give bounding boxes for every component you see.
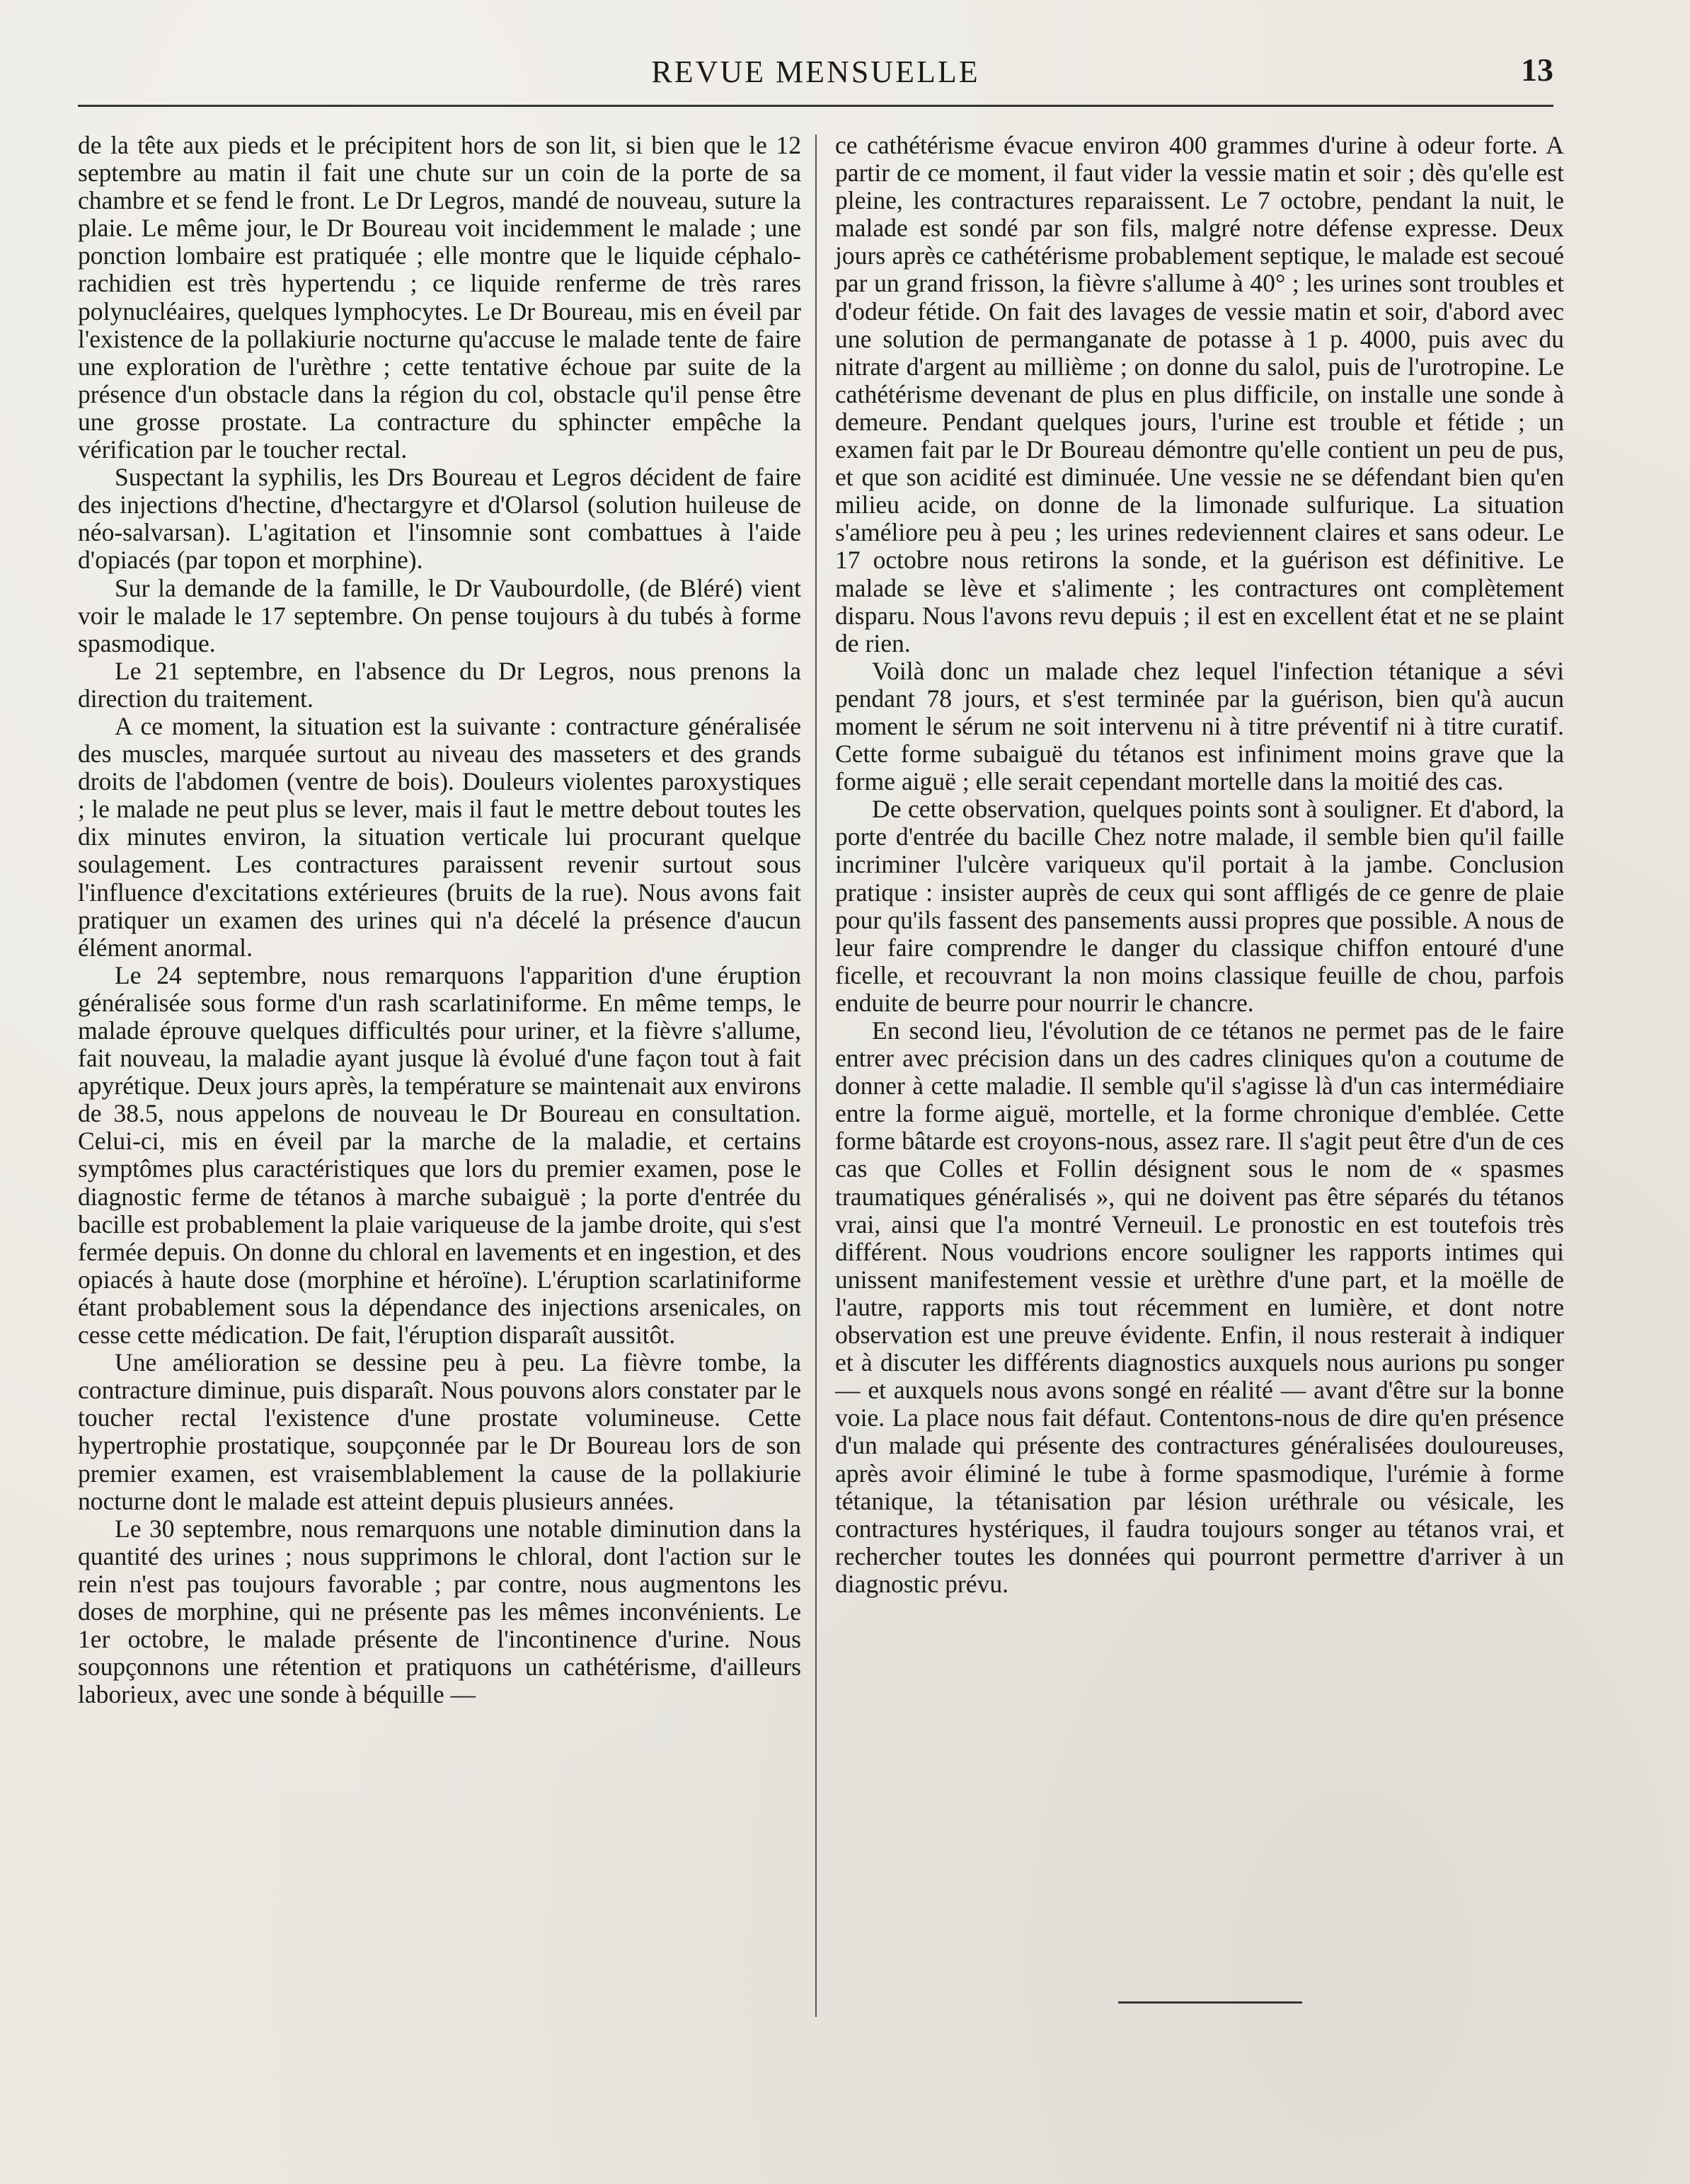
paragraph: En second lieu, l'évolution de ce tétanos ne permet pas de le faire entrer avec précision dans un des cadres cliniques qu'on a coutume de donner à cette maladie. Il semble qu'il s'agisse là d'un cas intermédiaire entre la forme aiguë, mortelle, et la forme chronique d'emblée. Cette forme bâtarde est croyons-nous, assez rare. Il s'agit peut être d'un de ces cas que Colles et Follin désignent sous le nom de « spasmes traumatiques généralisés », qui ne doivent pas être séparés du tétanos vrai, ainsi que l'a montré Verneuil. Le pronostic en est toutefois très différent. Nous voudrions encore souligner les rapports intimes qui unissent manifestement vessie et urèthre d'une part, et la moëlle de l'autre, rapports mis tout récemment en lumière, et dont notre observation est une preuve évidente. Enfin, il nous resterait à indiquer et à discuter les différents diagnostics auxquels nous aurions pu songer — et auxquels nous avons songé en réalité — avant d'être sur la bonne voie. La place nous fait défaut. Contentons-nous de dire qu'en présence d'un malade qui présente des contractures généralisées douloureuses, après avoir éliminé le tube à forme spasmodique, l'urémie à forme tétanique, la tétanisation par lésion uréthrale ou vésicale, les contractures hystériques, il faudra toujours songer au tétanos vrai, et rechercher toutes les données qui pourront permettre d'arriver à un diagnostic prévu. [835,1016,1564,1598]
running-title: REVUE MENSUELLE [651,54,980,89]
paragraph: Sur la demande de la famille, le Dr Vaubourdolle, (de Bléré) vient voir le malade le 17 septembre. On pense toujours à du tubés à forme spasmodique. [78,573,801,657]
paragraph: Le 24 septembre, nous remarquons l'apparition d'une éruption généralisée sous forme d'un rash scarlatiniforme. En même temps, le malade éprouve quelques difficultés pour uriner, et la fièvre s'allume, fait nouveau, la maladie ayant jusque là évolué d'une façon tout à fait apyrétique. Deux jours après, la température se maintenait aux environs de 38.5, nous appelons de nouveau le Dr Boureau en consultation. Celui-ci, mis en éveil par la marche de la maladie, et certains symptômes plus caractéristiques que lors du premier examen, pose le diagnostic ferme de tétanos à marche subaiguë ; la porte d'entrée du bacille est probablement la plaie variqueuse de la jambe droite, qui s'est fermée depuis. On donne du chloral en lavements et en ingestion, et des opiacés à haute dose (morphine et héroïne). L'éruption scarlatiniforme étant probablement sous la dépendance des injections arsenicales, on cesse cette médication. De fait, l'éruption disparaît aussitôt. [78,960,801,1350]
right-column [835,132,1564,1598]
column-divider [815,134,817,2017]
header-rule [78,105,1553,107]
paragraph: Le 21 septembre, en l'absence du Dr Legros, nous prenons la direction du traitement. [78,656,801,713]
paragraph: Voilà donc un malade chez lequel l'infection tétanique a sévi pendant 78 jours, et s'est terminée par la guérison, bien qu'à aucun moment le sérum ne soit intervenu ni à titre préventif ni à titre curatif. Cette forme subaiguë du tétanos est infiniment moins grave que la forme aiguë ; elle serait cependant mortelle dans la moitié des cas. [835,656,1564,796]
paragraph: ce cathétérisme évacue environ 400 grammes d'urine à odeur forte. A partir de ce moment, il faut vider la vessie matin et soir ; dès qu'elle est pleine, les contractures reparaissent. Le 7 octobre, pendant la nuit, le malade est sondé par son fils, malgré notre défense expresse. Deux jours après ce cathétérisme probablement septique, le malade est secoué par un grand frisson, la fièvre s'allume à 40° ; les urines sont troubles et d'odeur fétide. On fait des lavages de vessie matin et soir, d'abord avec une solution de permanganate de potasse à 1 p. 4000, puis avec du nitrate d'argent au millième ; on donne du salol, puis de l'urotropine. Le cathétérisme devenant de plus en plus difficile, on installe une sonde à demeure. Pendant quelques jours, l'urine est trouble et fétide ; un examen fait par le Dr Boureau démontre qu'elle contient un peu de pus, et que son acidité est diminuée. Une vessie ne se défendant bien qu'en milieu acide, on donne de la limonade sulfurique. La situation s'améliore peu à peu ; les urines redeviennent claires et sans odeur. Le 17 octobre nous retirons la sonde, et la guérison est définitive. Le malade se lève et s'alimente ; les contractures ont complètement disparu. Nous l'avons revu depuis ; il est en excellent état et ne se plaint de rien. [835,131,1564,657]
page-header [78,48,1553,105]
left-column [78,132,801,1708]
paragraph: De cette observation, quelques points sont à souligner. Et d'abord, la porte d'entrée du bacille Chez notre malade, il semble bien qu'il faille incriminer l'ulcère variqueux qu'il portait à la jambe. Conclusion pratique : insister auprès de ceux qui sont affligés de ce genre de plaie pour qu'ils fassent des pansements aussi propres que possible. A nous de leur faire comprendre le danger du classique chiffon entouré d'une ficelle, et recouvrant la non moins classique feuille de chou, parfois enduite de beurre pour nourrir le chancre. [835,795,1564,1017]
paragraph: Le 30 septembre, nous remarquons une notable diminution dans la quantité des urines ; nous supprimons le chloral, dont l'action sur le rein n'est pas toujours favorable ; par contre, nous augmentons les doses de morphine, qui ne présente pas les mêmes inconvénients. Le 1er octobre, le malade présente de l'incontinence d'urine. Nous soupçonnons une rétention et pratiquons un cathétérisme, d'ailleurs laborieux, avec une sonde à béquille — [78,1514,801,1709]
paragraph: Suspectant la syphilis, les Drs Boureau et Legros décident de faire des injections d'hectine, d'hectargyre et d'Olarsol (solution huileuse de néo-salvarsan). L'agitation et l'insomnie sont combattues à l'aide d'opiacés (par topon et morphine). [78,463,801,575]
paragraph: A ce moment, la situation est la suivante : contracture généralisée des muscles, marquée surtout au niveau des masseters et des grands droits de l'abdomen (ventre de bois). Douleurs violentes paroxystiques ; le malade ne peut plus se lever, mais il faut le mettre debout toutes les dix minutes environ, la situation verticale lui procurant quelque soulagement. Les contractures paraissent revenir surtout sous l'influence d'excitations extérieures (bruits de la rue). Nous avons fait pratiquer un examen des urines qui n'a décelé la présence d'aucun élément anormal. [78,711,801,962]
page-number: 13 [1521,52,1553,88]
paragraph: Une amélioration se dessine peu à peu. La fièvre tombe, la contracture diminue, puis disparaît. Nous pouvons alors constater par le toucher rectal l'existence d'une prostate volumineuse. Cette hypertrophie prostatique, soupçonnée par le Dr Boureau lors de son premier examen, est vraisemblablement la cause de la pollakiurie nocturne dont le malade est atteint depuis plusieurs années. [78,1348,801,1515]
end-rule [1118,2001,1302,2004]
paragraph: de la tête aux pieds et le précipitent hors de son lit, si bien que le 12 septembre au matin il fait une chute sur un coin de la porte de sa chambre et se fend le front. Le Dr Legros, mandé de nouveau, suture la plaie. Le même jour, le Dr Boureau voit incidemment le malade ; une ponction lombaire est pratiquée ; elle montre que le liquide céphalo-rachidien est très hypertendu ; ce liquide renferme de très rares polynucléaires, quelques lymphocytes. Le Dr Boureau, mis en éveil par l'existence de la pollakiurie nocturne qu'accuse le malade tente de faire une exploration de l'urèthre ; cette tentative échoue par suite de la présence d'un obstacle dans la région du col, obstacle qu'il pense être une grosse prostate. La contracture du sphincter empêche la vérification par le toucher rectal. [78,131,801,464]
